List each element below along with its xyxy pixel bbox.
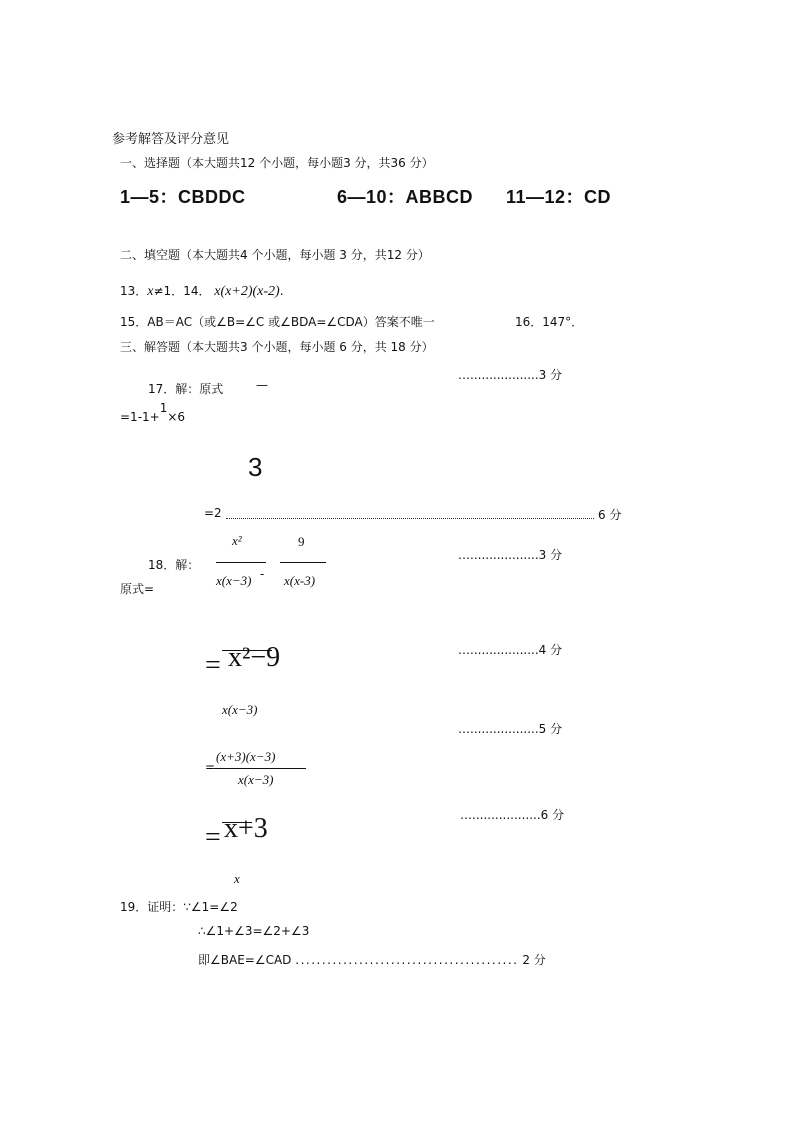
q18-score-4: …..................4 分	[458, 643, 563, 657]
answer-13-14	[120, 282, 284, 300]
q18-score-3: …..................3 分	[458, 548, 563, 562]
q14-end: .	[279, 284, 284, 298]
q18-step2-denominator: x(x−3)	[222, 702, 258, 717]
q19-line3	[198, 951, 546, 968]
q18-frac2-bar	[280, 562, 326, 563]
answer-15: 15．AB＝AC（或∠B=∠C 或∠BDA=∠CDA）答案不唯一	[120, 315, 435, 329]
q17-step1	[120, 401, 186, 424]
q14-expression: x(x+2)(x-2)	[214, 284, 280, 299]
section-fill-heading: 二、填空题（本大题共4 个小题，每小题 3 分，共12 分）	[120, 248, 430, 262]
q18-step4-denominator: x	[234, 871, 240, 886]
q18-minus: -	[260, 567, 265, 581]
choice-answers-6-10: 6—10：ABBCD	[337, 187, 474, 207]
q19-line3-text: 即∠BAE=∠CAD	[198, 953, 292, 967]
q17-step1-a: =1-1+	[120, 410, 160, 424]
q18-step2-equals: =	[205, 650, 221, 681]
q17-step1-sup: 1	[159, 401, 168, 415]
q19-line2: ∴∠1+∠3=∠2+∠3	[198, 924, 310, 938]
q19-score-2: 2 分	[522, 953, 546, 967]
q18-frac1-bar	[216, 562, 266, 563]
q18-step4-equals: =	[205, 822, 221, 853]
q17-leader-dots	[226, 518, 594, 519]
q18-frac1-numerator	[232, 533, 242, 549]
q19-leader-dots: ..........................................	[295, 953, 519, 967]
q18-label: 18．解：	[148, 558, 200, 572]
q18-frac1-denominator: x(x−3)	[216, 573, 252, 588]
q18-score-6: …..................6 分	[460, 808, 565, 822]
q18-step3-equals: =	[205, 760, 216, 774]
q18-frac2-denominator: x(x-3)	[284, 573, 316, 588]
q18-step3-bar	[214, 768, 306, 769]
choice-answers-1-5: 1—5：CBDDC	[120, 187, 246, 207]
q18-step4-numerator: x+3	[224, 813, 268, 844]
q17-step2: =2	[204, 506, 222, 520]
choice-answers-11-12: 11—12：CD	[506, 187, 612, 207]
q17-step1-b: ×6	[167, 410, 186, 424]
q18-frac2-numerator: 9	[298, 534, 305, 549]
q17-score-3: …..................3 分	[458, 368, 563, 382]
q18-step3-denominator: x(x−3)	[238, 772, 274, 787]
q13-prefix-text: 13．	[120, 284, 148, 298]
section-solve-heading: 三、解答题（本大题共3 个小题，每小题 6 分，共 18 分）	[120, 340, 434, 354]
q17-score-6: 6 分	[598, 508, 622, 522]
q18-score-5: …..................5 分	[458, 722, 563, 736]
q17-label: 17．解：原式	[148, 382, 224, 396]
q19-line1: 19．证明：∵∠1=∠2	[120, 900, 238, 914]
answer-16: 16．147°．	[515, 315, 584, 329]
q13-rest: ≠1．14．	[153, 284, 211, 298]
q18-frac1-num-text: x²	[232, 533, 242, 548]
q17-denominator: 3	[248, 452, 263, 482]
document-title: 参考解答及评分意见	[112, 132, 230, 147]
section-choice-heading: 一、选择题（本大题共12 个小题，每小题3 分，共36 分）	[120, 156, 434, 170]
q17-dash: —	[256, 378, 268, 392]
q13-variable: x	[147, 284, 154, 299]
q18-step3-numerator: (x+3)(x−3)	[216, 749, 276, 764]
q18-original-expression: 原式=	[120, 582, 155, 596]
q18-step2-numerator: x²−9	[228, 642, 281, 673]
